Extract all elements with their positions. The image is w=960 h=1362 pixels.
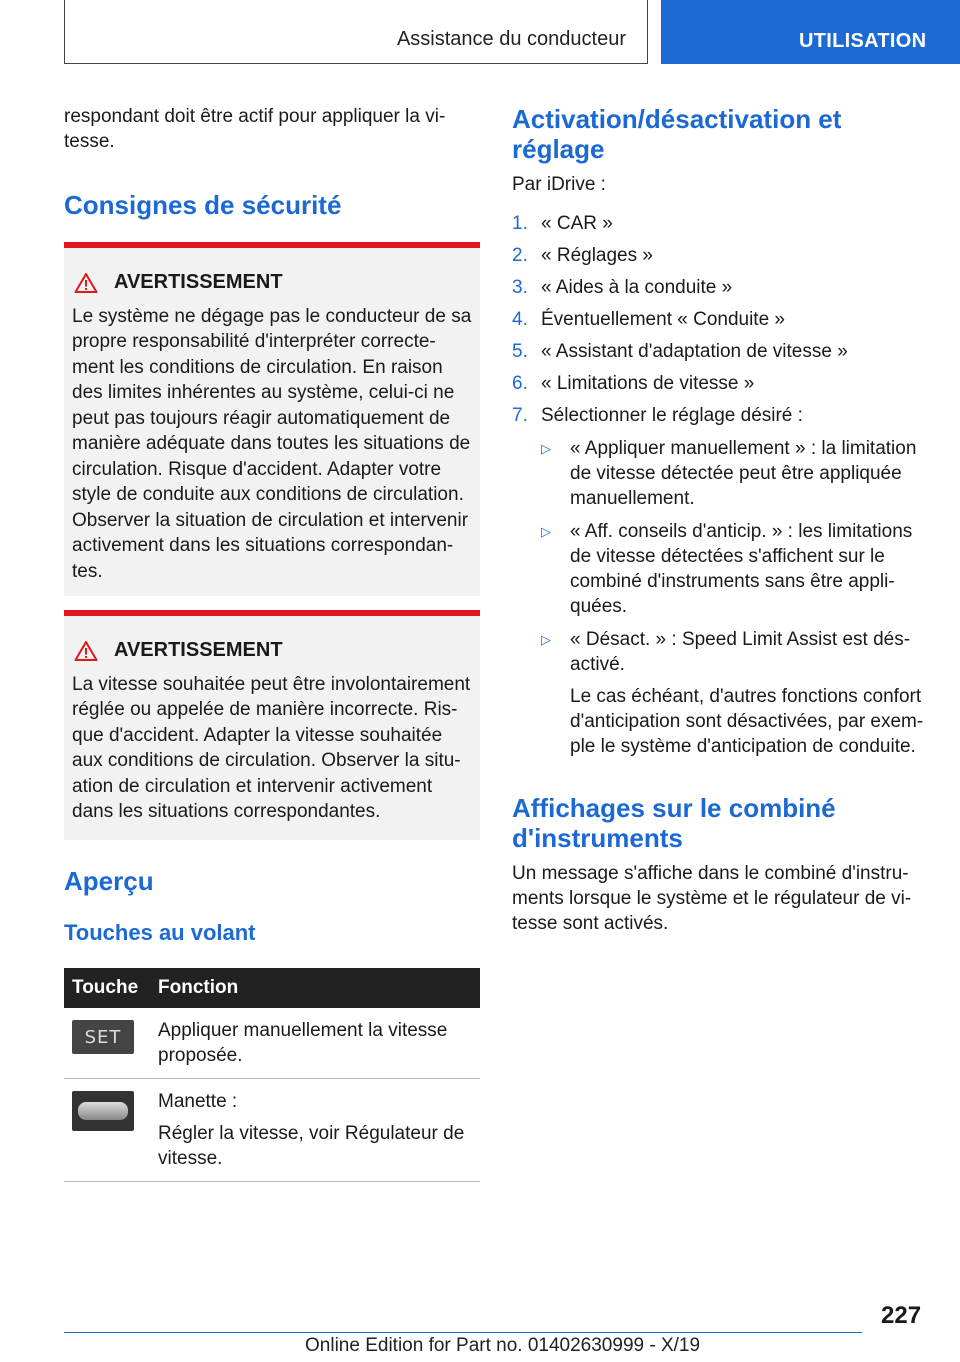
keys-table bbox=[64, 968, 480, 1182]
keys-heading: Touches au volant bbox=[64, 920, 256, 945]
list-item: 4. Éventuellement « Conduite » bbox=[512, 309, 785, 330]
display-heading: Affichages sur le combiné d'instruments bbox=[512, 793, 836, 853]
warning-label: AVERTISSEMENT bbox=[114, 639, 283, 661]
triangle-bullet-icon: ▷ bbox=[541, 441, 551, 456]
section-title: Assistance du conducteur bbox=[396, 28, 626, 50]
warning-title-1 bbox=[72, 270, 472, 296]
warning-triangle-icon bbox=[74, 272, 98, 294]
steps-list bbox=[512, 211, 932, 767]
warning-triangle-icon bbox=[74, 640, 98, 662]
intro-text: respondant doit être actif pour appliquer la vi- tesse. bbox=[64, 106, 446, 152]
list-item: 5. « Assistant d'adaptation de vitesse » bbox=[512, 341, 848, 362]
table-cell-function-detail: Régler la vitesse, voir Régulateur de vitesse. bbox=[158, 1123, 465, 1169]
display-text: Un message s'affiche dans le combiné d'instru-ments lorsque le système et le régulateur de vi-tesse sont activés. bbox=[512, 863, 912, 934]
set-key-icon: SET bbox=[72, 1020, 134, 1054]
warning-body-1: Le système ne dégage pas le conducteur de sa propre responsabilité d'interpréter correcte-ment les conditions de circulation. En raison des limites inhérentes au système, celui-ci ne peut pas toujours réagir automatiquement de manière adéquate dans toutes les situations de circulation. Risque d'accident. Adapter votre style de conduite aux conditions de circulation. Observer la situation de circulation et intervenir activement dans les situations correspondan-tes. bbox=[72, 305, 472, 582]
column-header-key: Touche bbox=[64, 968, 150, 1008]
table-cell-function: Manette : bbox=[158, 1091, 238, 1112]
triangle-bullet-icon: ▷ bbox=[541, 524, 551, 539]
warning-box-1 bbox=[64, 242, 480, 596]
table-row bbox=[64, 1008, 480, 1079]
list-item: 1. « CAR » bbox=[512, 213, 613, 234]
table-cell-function: Appliquer manuellement la vitesse proposée. bbox=[150, 1008, 480, 1079]
left-column bbox=[64, 104, 480, 1182]
activation-heading: Activation/désactivation et réglage bbox=[512, 104, 842, 164]
chapter-tab[interactable]: UTILISATION bbox=[661, 0, 960, 64]
warning-body-2: La vitesse souhaitée peut être involontairement réglée ou appelée de manière incorrecte. Ris-que d'accident. Adapter la vitesse souhaitée aux conditions de circulation. Observer la situ-ation de circulation et intervenir activement dans les situations correspondantes. bbox=[72, 673, 471, 822]
safety-heading: Consignes de sécurité bbox=[64, 190, 342, 220]
triangle-bullet-icon: ▷ bbox=[541, 632, 551, 647]
list-item: 3. « Aides à la conduite » bbox=[512, 277, 733, 298]
idrive-intro: Par iDrive : bbox=[512, 174, 606, 195]
footer-divider bbox=[64, 1332, 862, 1333]
list-item: ▷ « Aff. conseils d'anticip. » : les limitations de vitesse détectées s'affichent sur le combiné d'instruments sans être appli-quées. bbox=[541, 521, 913, 617]
lever-icon bbox=[72, 1091, 134, 1131]
overview-heading: Aperçu bbox=[64, 866, 154, 896]
warning-label: AVERTISSEMENT bbox=[114, 271, 283, 293]
list-item: ▷ « Désact. » : Speed Limit Assist est dés-activé. Le cas échéant, d'autres fonctions confort d'anticipation sont désactivées, par exem-ple le système d'anticipation de conduite. bbox=[541, 627, 932, 759]
table-header-row bbox=[64, 968, 480, 1008]
warning-box-2 bbox=[64, 610, 480, 840]
list-item: 7. Sélectionner le réglage désiré : ▷ « Appliquer manuellement » : la limitation de vitesse détectée peut être appliquée manuellement. ▷ « Aff. conseils d'anticip. » : les limitations de vitesse détectées s'affichent sur le combiné d'instruments sans être appli-quées. ▷ « Désact. » : Speed Limit Assist est dés-activé. Le cas échéant, d'autres fonctions confort d'anticipation sont désactivées, par exem-ple le système d'anticipation de conduite. bbox=[512, 403, 932, 767]
list-item: ▷ « Appliquer manuellement » : la limitation de vitesse détectée peut être appliquée manuellement. bbox=[541, 438, 917, 509]
column-header-function: Fonction bbox=[150, 968, 480, 1008]
footer-edition: Online Edition for Part no. 01402630999 - X/19 bbox=[305, 1335, 701, 1356]
table-row bbox=[64, 1079, 480, 1182]
list-item: 2. « Réglages » bbox=[512, 245, 653, 266]
list-item: 6. « Limitations de vitesse » bbox=[512, 373, 755, 394]
option-note: Le cas échéant, d'autres fonctions confort d'anticipation sont désactivées, par exem-ple le système d'anticipation de conduite. bbox=[570, 686, 924, 757]
page-number: 227 bbox=[881, 1302, 922, 1329]
warning-title-2 bbox=[72, 638, 472, 664]
options-list bbox=[541, 436, 932, 767]
right-column bbox=[512, 104, 932, 936]
